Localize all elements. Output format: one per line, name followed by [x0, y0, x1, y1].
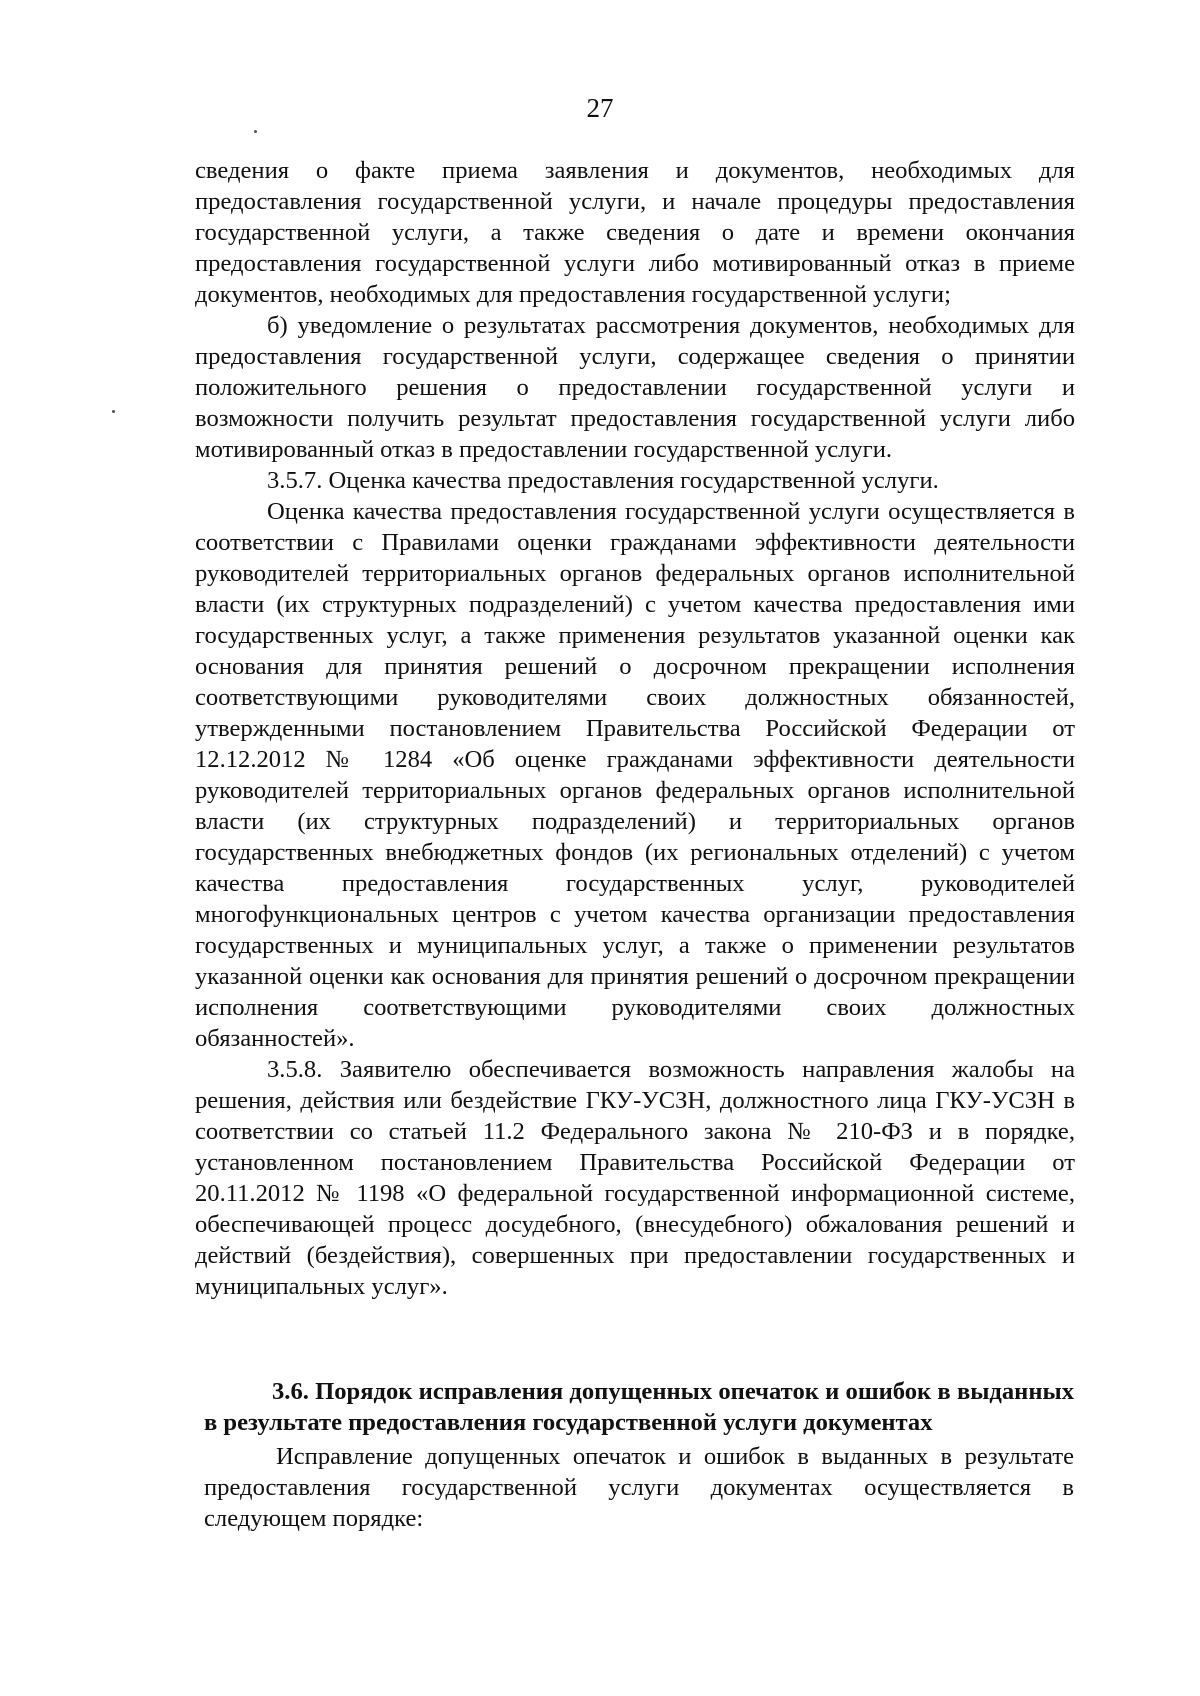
page-number: 27 [586, 93, 614, 123]
section-heading: 3.6. Порядок исправления допущенных опечаток и ошибок в выданных в результате предоставления государственной услуги документах [204, 1378, 1074, 1436]
scan-speck [112, 410, 115, 413]
paragraph-3-5-8: 3.5.8. Заявителю обеспечивается возможность направления жалобы на решения, действия или бездействие ГКУ-УСЗН, должностного лица ГКУ-УСЗН в соответствии со статьей 11.2 Федерального закона № 210-ФЗ и в порядке, установленном постановлением Правительства Российской Федерации от 20.11.2012 № 1198 «О федеральной государственной информационной системе, обеспечивающей процесс досудебного, (внесудебного) обжалования решений и действий (бездействия), совершенных при предоставлении государственных и муниципальных услуг». [195, 1056, 1075, 1300]
paragraph-item-b: б) уведомление о результатах рассмотрения документов, необходимых для предоставления государственной услуги, содержащее сведения о принятии положительного решения о предоставлении государственной услуги и возможности получить результат предоставления государственной услуги либо мотивированный отказ в предоставлении государственной услуги. [195, 312, 1075, 463]
body-text [195, 155, 1075, 1302]
paragraph-3-5-7: 3.5.7. Оценка качества предоставления государственной услуги. [267, 467, 939, 494]
section-3-6 [204, 1376, 1074, 1534]
scan-speck [254, 130, 257, 133]
section-paragraph: Исправление допущенных опечаток и ошибок в выданных в результате предоставления государственной услуги документах осуществляется в следующем порядке: [204, 1443, 1074, 1532]
paragraph-quality-assessment: Оценка качества предоставления государственной услуги осуществляется в соответствии с Правилами оценки гражданами эффективности деятельности руководителей территориальных органов федеральных органов исполнительной власти (их структурных подразделений) с учетом качества предоставления ими государственных услуг, а также применения результатов указанной оценки как основания для принятия решений о досрочном прекращении исполнения соответствующими руководителями своих должностных обязанностей, утвержденными постановлением Правительства Российской Федерации от 12.12.2012 № 1284 «Об оценке гражданами эффективности деятельности руководителей территориальных органов федеральных органов исполнительной власти (их структурных подразделений) и территориальных органов государственных внебюджетных фондов (их региональных отделений) с учетом качества предоставления государственных услуг, руководителей многофункциональных центров с учетом качества организации предоставления государственных и муниципальных услуг, а также о применении результатов указанной оценки как основания для принятия решений о досрочном прекращении исполнения соответствующими руководителями своих должностных обязанностей». [195, 498, 1075, 1052]
paragraph-continuation: сведения о факте приема заявления и документов, необходимых для предоставления государственной услуги, и начале процедуры предоставления государственной услуги, а также сведения о дате и времени окончания предоставления государственной услуги либо мотивированный отказ в приеме документов, необходимых для предоставления государственной услуги; [195, 157, 1075, 308]
